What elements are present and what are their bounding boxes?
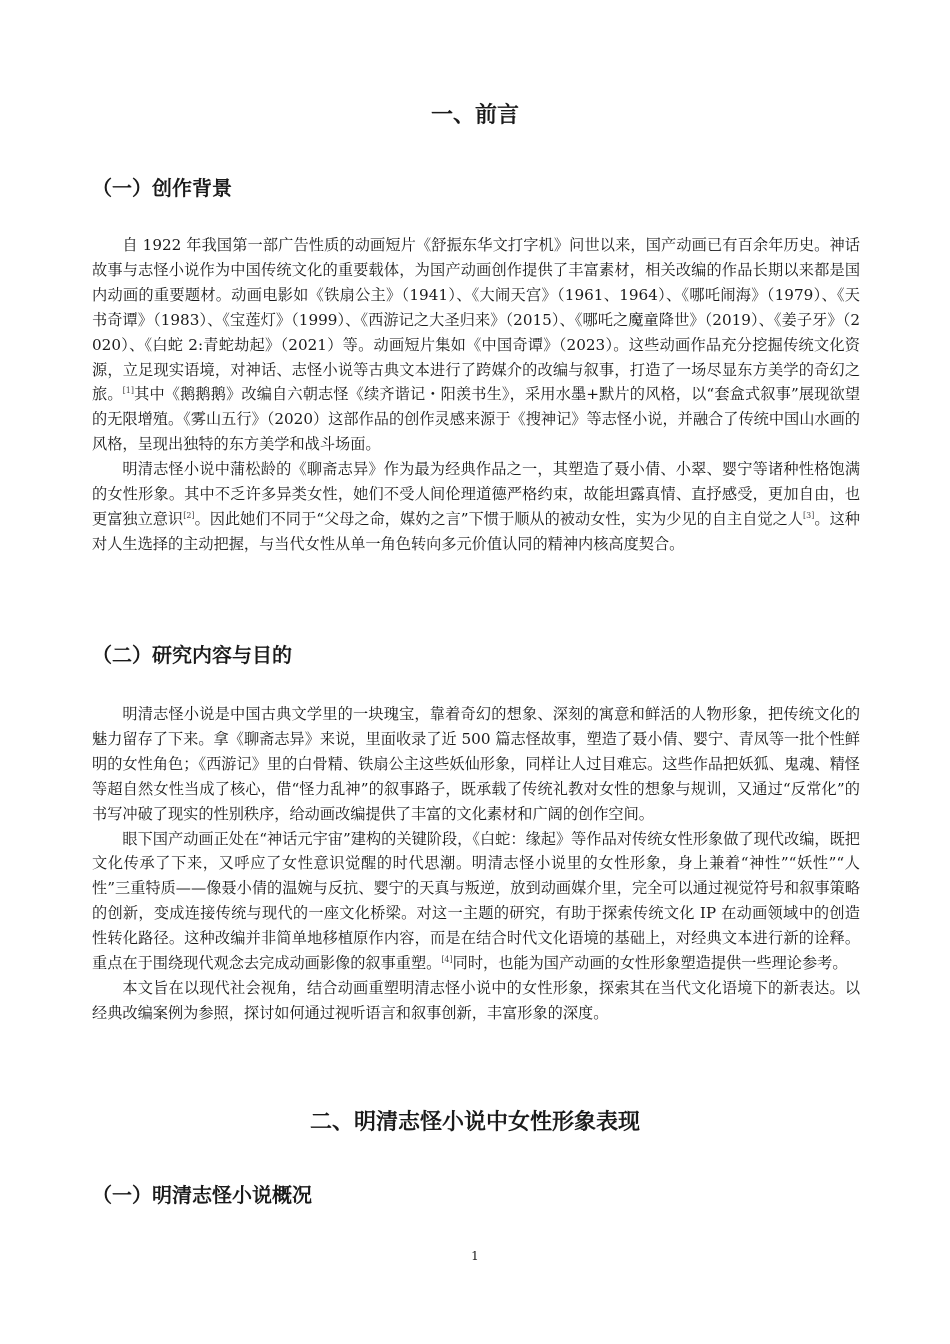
research-section-body	[92, 702, 860, 1026]
section-heading-overview: （一）明清志怪小说概况	[92, 1183, 312, 1207]
citation-marker: [3]	[803, 510, 815, 520]
chapter-heading-preface: 一、前言	[430, 103, 519, 128]
background-section-body	[92, 233, 860, 557]
background-paragraph-1	[92, 233, 860, 457]
section-heading-background: （一）创作背景	[92, 176, 232, 200]
citation-marker: [1]	[122, 386, 134, 396]
citation-marker: [2]	[183, 510, 195, 520]
background-paragraph-2	[92, 457, 860, 557]
text-run: 同时，也能为国产动画的女性形象塑造提供一些理论参考。	[452, 954, 848, 973]
text-run: 眼下国产动画正处在“神话元宇宙”建构的关键阶段，《白蛇：缘起》等作品对传统女性形象做了现代改编，既把文化传承了下来，又呼应了女性意识觉醒的时代思潮。明清志怪小说里的女性形象，身上兼着“神性”“妖性”“人性”三重特质——像聂小倩的温婉与反抗、婴宁的天真与叛逆，放到动画媒介里，完全可以通过视觉符号和叙事策略的创新，变成连接传统与现代的一座文化桥梁。对这一主题的研究，有助于探索传统文化 IP 在动画领域中的创造性转化路径。这种改编并非简单地移植原作内容，而是在结合时代文化语境的基础上，对经典文本进行新的诠释。重点在于围绕现代观念去完成动画影像的叙事重塑。	[92, 829, 860, 973]
chapter-heading-female-images: 二、明清志怪小说中女性形象表现	[309, 1110, 640, 1135]
text-run: 明清志怪小说中蒲松龄的《聊斋志异》作为最为经典作品之一，其塑造了聂小倩、小翠、婴宁等诸种性格饱满的女性形象。其中不乏许多异类女性，她们不受人间伦理道德严格约束，故能坦露真情、直抒感受，更加自由，也更富独立意识	[92, 460, 860, 528]
research-paragraph-1: 明清志怪小说是中国古典文学里的一块瑰宝，靠着奇幻的想象、深刻的寓意和鲜活的人物形象，把传统文化的魅力留存了下来。拿《聊斋志异》来说，里面收录了近 500 篇志怪故事，塑造了聂小倩、婴宁、青凤等一批个性鲜明的女性角色；《西游记》里的白骨精、铁扇公主这些妖仙形象，同样让人过目难忘。这些作品把妖狐、鬼魂、精怪等超自然女性当成了核心，借“怪力乱神”的叙事路子，既承载了传统礼教对女性的想象与规训，又通过“反常化”的书写冲破了现实的性别秩序，给动画改编提供了丰富的文化素材和广阔的创作空间。	[92, 705, 860, 823]
text-run: 。因此她们不同于“父母之命，媒妁之言”下惯于顺从的被动女性，实为少见的自主自觉之人	[194, 509, 804, 528]
text-run: 。这种对人生选择的主动把握，与当代女性从单一角色转向多元价值认同的精神内核高度契合。	[92, 509, 860, 553]
citation-marker: [4]	[441, 955, 453, 965]
text-run: 其中《鹅鹅鹅》改编自六朝志怪《续齐谐记・阳羡书生》，采用水墨+默片的风格，以“套盒式叙事”展现欲望的无限增殖。《雾山五行》（2020）这部作品的创作灵感来源于《搜神记》等志怪小说，并融合了传统中国山水画的风格，呈现出独特的东方美学和战斗场面。	[92, 385, 861, 454]
research-paragraph-2	[92, 827, 860, 976]
page-number: 1	[471, 1249, 479, 1263]
section-heading-research: （二）研究内容与目的	[92, 643, 292, 667]
research-paragraph-3: 本文旨在以现代社会视角，结合动画重塑明清志怪小说中的女性形象，探索其在当代文化语境下的新表达。以经典改编案例为参照，探讨如何通过视听语言和叙事创新，丰富形象的深度。	[92, 978, 860, 1022]
text-run: 自 1922 年我国第一部广告性质的动画短片《舒振东华文打字机》问世以来，国产动画已有百余年历史。神话故事与志怪小说作为中国传统文化的重要载体，为国产动画创作提供了丰富素材，相关改编的作品长期以来都是国内动画的重要题材。动画电影如《铁扇公主》（1941）、《大闹天宫》（1961、1964）、《哪吒闹海》（1979）、《天书奇谭》（1983）、《宝莲灯》（1999）、《西游记之大圣归来》（2015）、《哪吒之魔童降世》（2019）、《姜子牙》（2020）、《白蛇 2:青蛇劫起》（2021）等。动画短片集如《中国奇谭》（2023）。这些动画作品充分挖掘传统文化资源，立足现实语境，对神话、志怪小说等古典文本进行了跨媒介的改编与叙事，打造了一场尽显东方美学的奇幻之旅。	[92, 236, 860, 404]
